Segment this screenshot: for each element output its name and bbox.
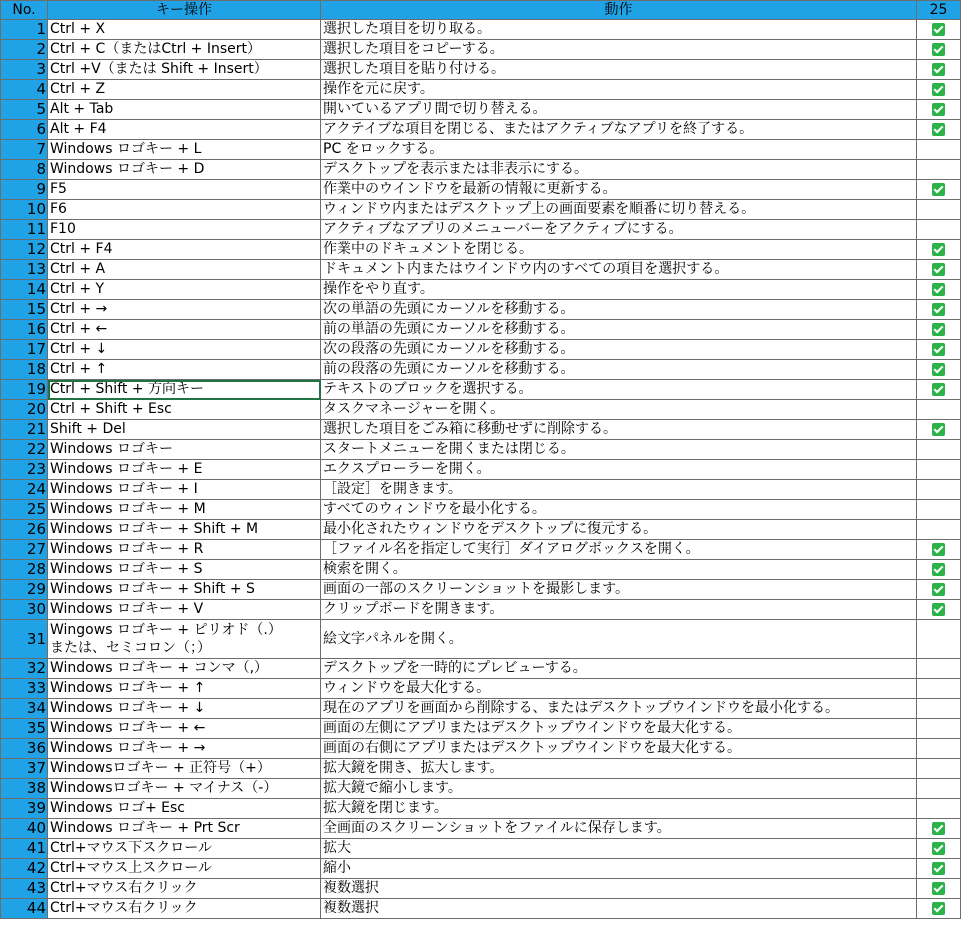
action-cell[interactable]: アクテイブな項目を閉じる、またはアクティブなアプリを終了する。 — [321, 120, 917, 140]
row-number-cell[interactable]: 23 — [1, 460, 48, 480]
check-cell[interactable] — [917, 400, 961, 420]
check-cell[interactable] — [917, 160, 961, 180]
check-mark-icon — [932, 363, 945, 376]
row-number-cell[interactable]: 1 — [1, 20, 48, 40]
table-row — [1, 300, 961, 320]
check-cell[interactable] — [917, 420, 961, 440]
row-number-cell[interactable]: 25 — [1, 500, 48, 520]
check-cell[interactable] — [917, 360, 961, 380]
check-cell[interactable] — [917, 819, 961, 839]
check-mark-icon — [932, 423, 945, 436]
table-row — [1, 480, 961, 500]
table-row — [1, 380, 961, 400]
check-cell[interactable] — [917, 140, 961, 160]
table-row — [1, 420, 961, 440]
action-cell[interactable]: エクスプローラーを開く。 — [321, 460, 917, 480]
row-number-cell[interactable]: 5 — [1, 100, 48, 120]
row-number-cell[interactable]: 6 — [1, 120, 48, 140]
check-cell[interactable] — [917, 300, 961, 320]
action-cell[interactable]: スタートメニューを開くまたは閉じる。 — [321, 440, 917, 460]
check-cell[interactable] — [917, 60, 961, 80]
key-cell[interactable]: Ctrl + X — [48, 20, 321, 40]
key-cell[interactable]: Windows ロゴキー + S — [48, 560, 321, 580]
check-mark-icon — [932, 303, 945, 316]
row-number-cell[interactable]: 22 — [1, 440, 48, 460]
table-row — [1, 80, 961, 100]
action-cell[interactable]: 操作をやり直す。 — [321, 280, 917, 300]
check-mark-icon — [932, 383, 945, 396]
row-number-cell[interactable]: 44 — [1, 899, 48, 919]
action-cell[interactable]: クリップボードを開きます。 — [321, 600, 917, 620]
check-cell[interactable] — [917, 719, 961, 739]
key-cell[interactable]: Windows ロゴキー + M — [48, 500, 321, 520]
action-cell[interactable]: 選択した項目をごみ箱に移動せずに削除する。 — [321, 420, 917, 440]
check-mark-icon — [932, 862, 945, 875]
key-cell[interactable]: Ctrl + Z — [48, 80, 321, 100]
row-number-cell[interactable]: 18 — [1, 360, 48, 380]
check-cell[interactable] — [917, 560, 961, 580]
key-cell[interactable]: Ctrl + C（またはCtrl + Insert） — [48, 40, 321, 60]
table-row — [1, 819, 961, 839]
row-number-cell[interactable]: 37 — [1, 759, 48, 779]
action-cell[interactable]: 選択した項目を貼り付ける。 — [321, 60, 917, 80]
key-cell[interactable]: Ctrl + Shift + 方向キー — [48, 380, 321, 400]
check-mark-icon — [932, 243, 945, 256]
check-cell[interactable] — [917, 580, 961, 600]
check-mark-icon — [932, 123, 945, 136]
check-cell[interactable] — [917, 799, 961, 819]
table-row — [1, 140, 961, 160]
check-mark-icon — [932, 23, 945, 36]
action-cell[interactable]: 複数選択 — [321, 879, 917, 899]
action-cell[interactable]: 開いているアプリ間で切り替える。 — [321, 100, 917, 120]
table-row — [1, 719, 961, 739]
row-number-cell[interactable]: 26 — [1, 520, 48, 540]
check-mark-icon — [932, 902, 945, 915]
action-cell[interactable]: 検索を開く。 — [321, 560, 917, 580]
key-cell[interactable]: Ctrl + ← — [48, 320, 321, 340]
action-cell[interactable]: PC をロックする。 — [321, 140, 917, 160]
action-cell[interactable]: 複数選択 — [321, 899, 917, 919]
table-row — [1, 60, 961, 80]
check-cell[interactable] — [917, 540, 961, 560]
check-cell[interactable] — [917, 739, 961, 759]
table-row — [1, 200, 961, 220]
action-cell[interactable]: 選択した項目をコピーする。 — [321, 40, 917, 60]
key-cell[interactable]: Windows ロゴキー + E — [48, 460, 321, 480]
action-cell[interactable]: アクティブなアプリのメニューバーをアクティブにする。 — [321, 220, 917, 240]
table-row — [1, 360, 961, 380]
check-cell[interactable] — [917, 220, 961, 240]
row-number-cell[interactable]: 33 — [1, 679, 48, 699]
check-mark-icon — [932, 822, 945, 835]
check-cell[interactable] — [917, 839, 961, 859]
table-row — [1, 520, 961, 540]
table-row — [1, 759, 961, 779]
row-number-cell[interactable]: 42 — [1, 859, 48, 879]
check-mark-icon — [932, 343, 945, 356]
action-cell[interactable]: ドキュメント内またはウインドウ内のすべての項目を選択する。 — [321, 260, 917, 280]
check-mark-icon — [932, 103, 945, 116]
check-cell[interactable] — [917, 200, 961, 220]
action-cell[interactable]: 最小化されたウィンドウをデスクトップに復元する。 — [321, 520, 917, 540]
check-mark-icon — [932, 43, 945, 56]
key-cell[interactable]: Windows ロゴキー + I — [48, 480, 321, 500]
row-number-cell[interactable]: 31 — [1, 620, 48, 659]
key-cell[interactable]: Alt + F4 — [48, 120, 321, 140]
key-cell[interactable]: Windows ロゴキー + D — [48, 160, 321, 180]
row-number-cell[interactable]: 8 — [1, 160, 48, 180]
action-cell[interactable]: 絵文字パネルを開く。 — [321, 620, 917, 659]
check-cell[interactable] — [917, 320, 961, 340]
key-cell[interactable]: F6 — [48, 200, 321, 220]
key-cell[interactable]: Shift + Del — [48, 420, 321, 440]
key-cell[interactable]: Ctrl + ↑ — [48, 360, 321, 380]
check-cell[interactable] — [917, 759, 961, 779]
check-mark-icon — [932, 583, 945, 596]
row-number-cell[interactable]: 21 — [1, 420, 48, 440]
check-cell[interactable] — [917, 679, 961, 699]
check-mark-icon — [932, 842, 945, 855]
check-cell[interactable] — [917, 240, 961, 260]
action-cell[interactable]: 現在のアプリを画面から削除する、またはデスクトップウインドウを最小化する。 — [321, 699, 917, 719]
action-cell[interactable]: 拡大鏡を開き、拡大します。 — [321, 759, 917, 779]
action-cell[interactable]: タスクマネージャーを開く。 — [321, 400, 917, 420]
check-cell[interactable] — [917, 100, 961, 120]
check-cell[interactable] — [917, 260, 961, 280]
action-cell[interactable]: デスクトップを一時的にプレビューする。 — [321, 659, 917, 679]
table-row — [1, 659, 961, 679]
row-number-cell[interactable]: 16 — [1, 320, 48, 340]
action-cell[interactable]: 前の単語の先頭にカーソルを移動する。 — [321, 320, 917, 340]
header-key[interactable]: キー操作 — [48, 1, 321, 20]
row-number-cell[interactable]: 24 — [1, 480, 48, 500]
action-cell[interactable]: 画面の左側にアプリまたはデスクトップウインドウを最大化する。 — [321, 719, 917, 739]
key-cell[interactable]: Windows ロゴキー + ↓ — [48, 699, 321, 719]
key-cell[interactable]: Windows ロゴキー + Shift + M — [48, 520, 321, 540]
check-mark-icon — [932, 183, 945, 196]
table-row — [1, 600, 961, 620]
check-cell[interactable] — [917, 180, 961, 200]
action-cell[interactable]: ［設定］を開きます。 — [321, 480, 917, 500]
action-cell[interactable]: ［ファイル名を指定して実行］ダイアログボックスを開く。 — [321, 540, 917, 560]
header-count[interactable]: 25 — [917, 1, 961, 20]
check-cell[interactable] — [917, 440, 961, 460]
check-cell[interactable] — [917, 600, 961, 620]
table-row — [1, 260, 961, 280]
table-row — [1, 879, 961, 899]
row-number-cell[interactable]: 12 — [1, 240, 48, 260]
check-cell[interactable] — [917, 699, 961, 719]
key-cell[interactable]: Windowsロゴキー + 正符号（+） — [48, 759, 321, 779]
row-number-cell[interactable]: 40 — [1, 819, 48, 839]
check-cell[interactable] — [917, 620, 961, 659]
check-mark-icon — [932, 563, 945, 576]
table-row — [1, 679, 961, 699]
row-number-cell[interactable]: 4 — [1, 80, 48, 100]
action-cell[interactable]: 全画面のスクリーンショットをファイルに保存します。 — [321, 819, 917, 839]
key-cell[interactable]: Windowsロゴキー + マイナス（-） — [48, 779, 321, 799]
row-number-cell[interactable]: 36 — [1, 739, 48, 759]
row-number-cell[interactable]: 20 — [1, 400, 48, 420]
key-cell[interactable]: Ctrl + ↓ — [48, 340, 321, 360]
key-cell[interactable]: Windows ロゴキー + → — [48, 739, 321, 759]
row-number-cell[interactable]: 14 — [1, 280, 48, 300]
action-cell[interactable]: 画面の一部のスクリーンショットを撮影します。 — [321, 580, 917, 600]
table-row — [1, 560, 961, 580]
table-row — [1, 859, 961, 879]
row-number-cell[interactable]: 38 — [1, 779, 48, 799]
action-cell[interactable]: 拡大鏡で縮小します。 — [321, 779, 917, 799]
table-row — [1, 400, 961, 420]
action-cell[interactable]: 縮小 — [321, 859, 917, 879]
table-row — [1, 839, 961, 859]
action-cell[interactable]: 選択した項目を切り取る。 — [321, 20, 917, 40]
action-cell[interactable]: 作業中のウインドウを最新の情報に更新する。 — [321, 180, 917, 200]
check-cell[interactable] — [917, 520, 961, 540]
key-cell[interactable]: Windows ロゴキー — [48, 440, 321, 460]
check-mark-icon — [932, 63, 945, 76]
check-cell[interactable] — [917, 460, 961, 480]
action-cell[interactable]: 次の段落の先頭にカーソルを移動する。 — [321, 340, 917, 360]
key-cell[interactable]: Ctrl + A — [48, 260, 321, 280]
row-number-cell[interactable]: 39 — [1, 799, 48, 819]
key-cell[interactable]: Windows ロゴキー + ↑ — [48, 679, 321, 699]
row-number-cell[interactable]: 29 — [1, 580, 48, 600]
action-cell[interactable]: テキストのブロックを選択する。 — [321, 380, 917, 400]
check-mark-icon — [932, 603, 945, 616]
action-cell[interactable]: 拡大鏡を閉じます。 — [321, 799, 917, 819]
check-cell[interactable] — [917, 659, 961, 679]
check-mark-icon — [932, 83, 945, 96]
table-row — [1, 180, 961, 200]
check-cell[interactable] — [917, 899, 961, 919]
row-number-cell[interactable]: 10 — [1, 200, 48, 220]
check-cell[interactable] — [917, 779, 961, 799]
row-number-cell[interactable]: 9 — [1, 180, 48, 200]
row-number-cell[interactable]: 17 — [1, 340, 48, 360]
key-cell[interactable]: Windows ロゴキー + コンマ（,） — [48, 659, 321, 679]
table-row — [1, 540, 961, 560]
check-mark-icon — [932, 323, 945, 336]
table-row — [1, 120, 961, 140]
key-cell[interactable]: Ctrl+マウス下スクロール — [48, 839, 321, 859]
check-cell[interactable] — [917, 500, 961, 520]
action-cell[interactable]: デスクトップを表示または非表示にする。 — [321, 160, 917, 180]
key-cell[interactable]: Ctrl + Y — [48, 280, 321, 300]
table-row — [1, 240, 961, 260]
key-cell[interactable]: Wingows ロゴキー + ピリオド（.） または、セミコロン（；） — [48, 620, 321, 659]
key-cell[interactable]: Windows ロゴ+ Esc — [48, 799, 321, 819]
check-cell[interactable] — [917, 340, 961, 360]
key-cell[interactable]: Ctrl + → — [48, 300, 321, 320]
table-row — [1, 699, 961, 719]
key-cell[interactable]: Alt + Tab — [48, 100, 321, 120]
row-number-cell[interactable]: 11 — [1, 220, 48, 240]
check-cell[interactable] — [917, 480, 961, 500]
header-no[interactable]: No. — [1, 1, 48, 20]
key-cell[interactable]: Ctrl+マウス上スクロール — [48, 859, 321, 879]
check-cell[interactable] — [917, 380, 961, 400]
header-action[interactable]: 動作 — [321, 1, 917, 20]
row-number-cell[interactable]: 19 — [1, 380, 48, 400]
row-number-cell[interactable]: 13 — [1, 260, 48, 280]
table-row — [1, 739, 961, 759]
key-cell[interactable]: Ctrl +V（または Shift + Insert） — [48, 60, 321, 80]
key-cell[interactable]: Windows ロゴキー + V — [48, 600, 321, 620]
action-cell[interactable]: ウィンドウを最大化する。 — [321, 679, 917, 699]
row-number-cell[interactable]: 7 — [1, 140, 48, 160]
row-number-cell[interactable]: 15 — [1, 300, 48, 320]
key-cell[interactable]: Ctrl + Shift + Esc — [48, 400, 321, 420]
action-cell[interactable]: 作業中のドキュメントを閉じる。 — [321, 240, 917, 260]
key-cell[interactable]: F5 — [48, 180, 321, 200]
table-row — [1, 440, 961, 460]
table-row — [1, 40, 961, 60]
key-cell[interactable]: Windows ロゴキー + Shift + S — [48, 580, 321, 600]
table-row — [1, 320, 961, 340]
action-cell[interactable]: 拡大 — [321, 839, 917, 859]
row-number-cell[interactable]: 27 — [1, 540, 48, 560]
table-row — [1, 20, 961, 40]
key-cell[interactable]: Ctrl + F4 — [48, 240, 321, 260]
row-number-cell[interactable]: 34 — [1, 699, 48, 719]
action-cell[interactable]: 操作を元に戻す。 — [321, 80, 917, 100]
table-row — [1, 460, 961, 480]
key-cell[interactable]: Windows ロゴキー + L — [48, 140, 321, 160]
row-number-cell[interactable]: 30 — [1, 600, 48, 620]
table-row — [1, 100, 961, 120]
key-cell[interactable]: F10 — [48, 220, 321, 240]
action-cell[interactable]: 前の段落の先頭にカーソルを移動する。 — [321, 360, 917, 380]
table-row — [1, 799, 961, 819]
row-number-cell[interactable]: 35 — [1, 719, 48, 739]
check-cell[interactable] — [917, 20, 961, 40]
action-cell[interactable]: 画面の右側にアプリまたはデスクトップウインドウを最大化する。 — [321, 739, 917, 759]
key-cell[interactable]: Windows ロゴキー + R — [48, 540, 321, 560]
check-mark-icon — [932, 283, 945, 296]
check-mark-icon — [932, 882, 945, 895]
check-cell[interactable] — [917, 859, 961, 879]
row-number-cell[interactable]: 2 — [1, 40, 48, 60]
table-row — [1, 160, 961, 180]
key-cell[interactable]: Ctrl+マウス右クリック — [48, 899, 321, 919]
table-row — [1, 500, 961, 520]
row-number-cell[interactable]: 32 — [1, 659, 48, 679]
row-number-cell[interactable]: 28 — [1, 560, 48, 580]
key-cell[interactable]: Ctrl+マウス右クリック — [48, 879, 321, 899]
row-number-cell[interactable]: 43 — [1, 879, 48, 899]
action-cell[interactable]: すべてのウィンドウを最小化する。 — [321, 500, 917, 520]
header-row — [1, 1, 961, 20]
check-mark-icon — [932, 543, 945, 556]
action-cell[interactable]: ウィンドウ内またはデスクトップ上の画面要素を順番に切り替える。 — [321, 200, 917, 220]
check-cell[interactable] — [917, 879, 961, 899]
table-row — [1, 779, 961, 799]
key-cell[interactable]: Windows ロゴキー + ← — [48, 719, 321, 739]
row-number-cell[interactable]: 41 — [1, 839, 48, 859]
check-mark-icon — [932, 263, 945, 276]
action-cell[interactable]: 次の単語の先頭にカーソルを移動する。 — [321, 300, 917, 320]
check-cell[interactable] — [917, 40, 961, 60]
table-row — [1, 340, 961, 360]
key-cell[interactable]: Windows ロゴキー + Prt Scr — [48, 819, 321, 839]
table-row — [1, 580, 961, 600]
check-cell[interactable] — [917, 80, 961, 100]
table-row — [1, 899, 961, 919]
check-cell[interactable] — [917, 120, 961, 140]
table-row — [1, 220, 961, 240]
table-row — [1, 280, 961, 300]
row-number-cell[interactable]: 3 — [1, 60, 48, 80]
check-cell[interactable] — [917, 280, 961, 300]
table-row — [1, 620, 961, 659]
